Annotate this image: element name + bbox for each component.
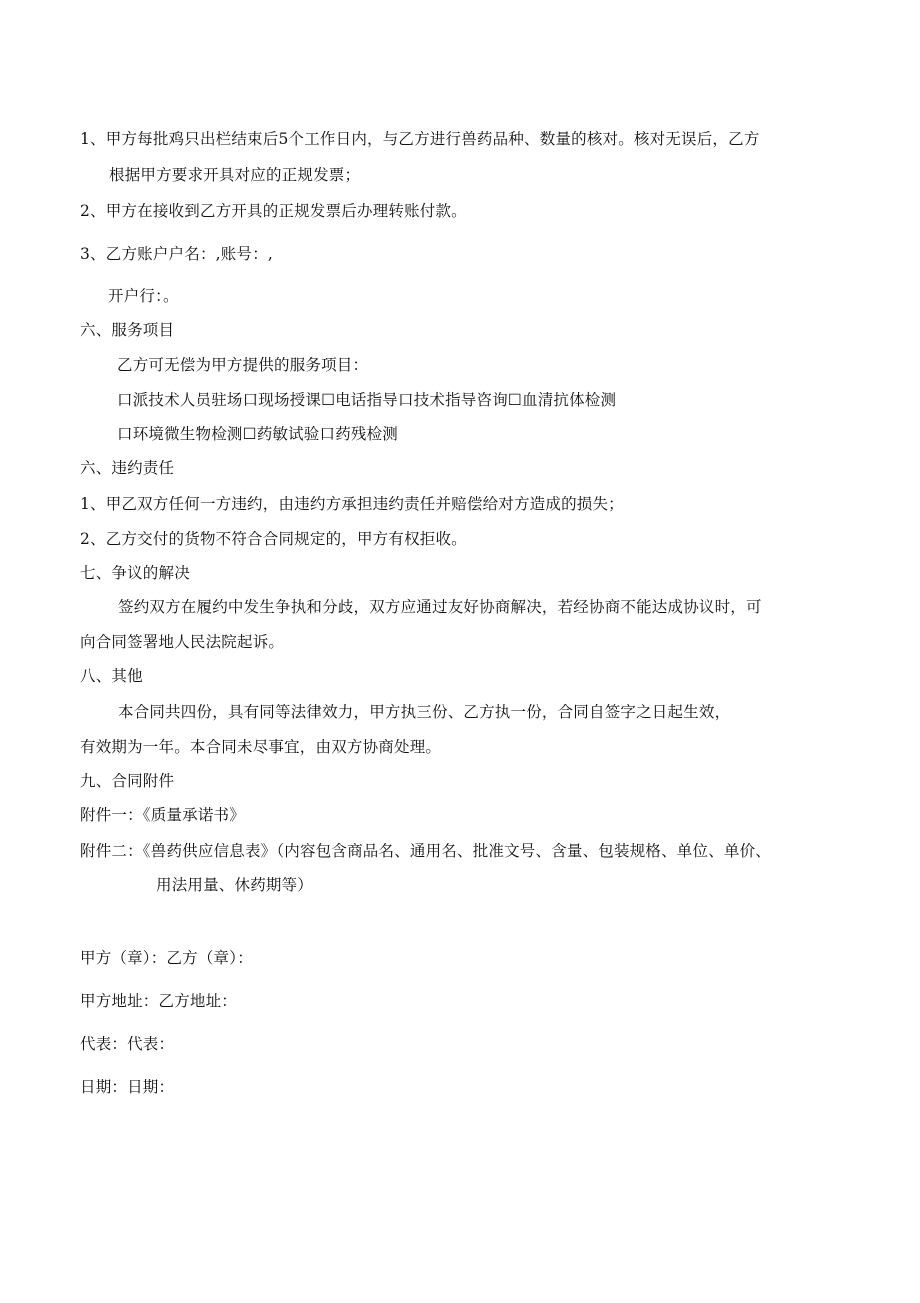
section-heading-dispute: 七、争议的解决 bbox=[80, 564, 190, 582]
dispute-text-line-2: 向合同签署地人民法院起诉。 bbox=[80, 633, 285, 651]
breach-item-2: 2、乙方交付的货物不符合合同规定的，甲方有权拒收。 bbox=[80, 530, 467, 548]
section-heading-breach: 六、违约责任 bbox=[80, 459, 175, 477]
dispute-text-line-1: 签约双方在履约中发生争执和分歧，双方应通过友好协商解决，若经协商不能达成协议时，可 bbox=[118, 598, 762, 616]
payment-item-3-line-1: 3、乙方账户户名：,账号：, bbox=[80, 245, 274, 263]
payment-item-3-line-2: 开户行：。 bbox=[108, 287, 179, 305]
attachment-item-1: 附件一：《质量承诺书》 bbox=[80, 806, 245, 824]
payment-item-2: 2、甲方在接收到乙方开具的正规发票后办理转账付款。 bbox=[80, 202, 467, 220]
signature-address: 甲方地址：乙方地址： bbox=[80, 992, 238, 1010]
payment-item-1-line-2: 根据甲方要求开具对应的正规发票； bbox=[109, 166, 361, 184]
payment-item-1-line-1: 1、甲方每批鸡只出栏结束后5个工作日内，与乙方进行兽药品种、数量的核对。核对无误后，乙方 bbox=[80, 130, 760, 148]
signature-seal: 甲方（章）：乙方（章）： bbox=[80, 949, 253, 967]
other-text-line-1: 本合同共四份，具有同等法律效力，甲方执三份、乙方执一份，合同自签字之日起生效， bbox=[118, 703, 731, 721]
services-intro: 乙方可无偿为甲方提供的服务项目： bbox=[117, 356, 369, 374]
attachment-item-2-line-2: 用法用量、休药期等） bbox=[156, 876, 314, 894]
services-options-line-1: 口派技术人员驻场口现场授课☐电话指导口技术指导咨询☐血清抗体检测 bbox=[117, 391, 617, 409]
signature-date: 日期：日期： bbox=[80, 1078, 175, 1096]
services-options-line-2: 口环境微生物检测☐药敏试验口药残检测 bbox=[117, 425, 398, 443]
section-heading-attachments: 九、合同附件 bbox=[80, 772, 175, 790]
section-heading-services: 六、服务项目 bbox=[80, 321, 175, 339]
other-text-line-2: 有效期为一年。本合同未尽事宜，由双方协商处理。 bbox=[80, 738, 442, 756]
breach-item-1: 1、甲乙双方任何一方违约，由违约方承担违约责任并赔偿给对方造成的损失； bbox=[80, 495, 624, 513]
section-heading-other: 八、其他 bbox=[80, 667, 143, 685]
attachment-item-2-line-1: 附件二：《兽药供应信息表》（内容包含商品名、通用名、批准文号、含量、包装规格、单位、单价、 bbox=[80, 842, 772, 860]
signature-representative: 代表：代表： bbox=[80, 1035, 175, 1053]
